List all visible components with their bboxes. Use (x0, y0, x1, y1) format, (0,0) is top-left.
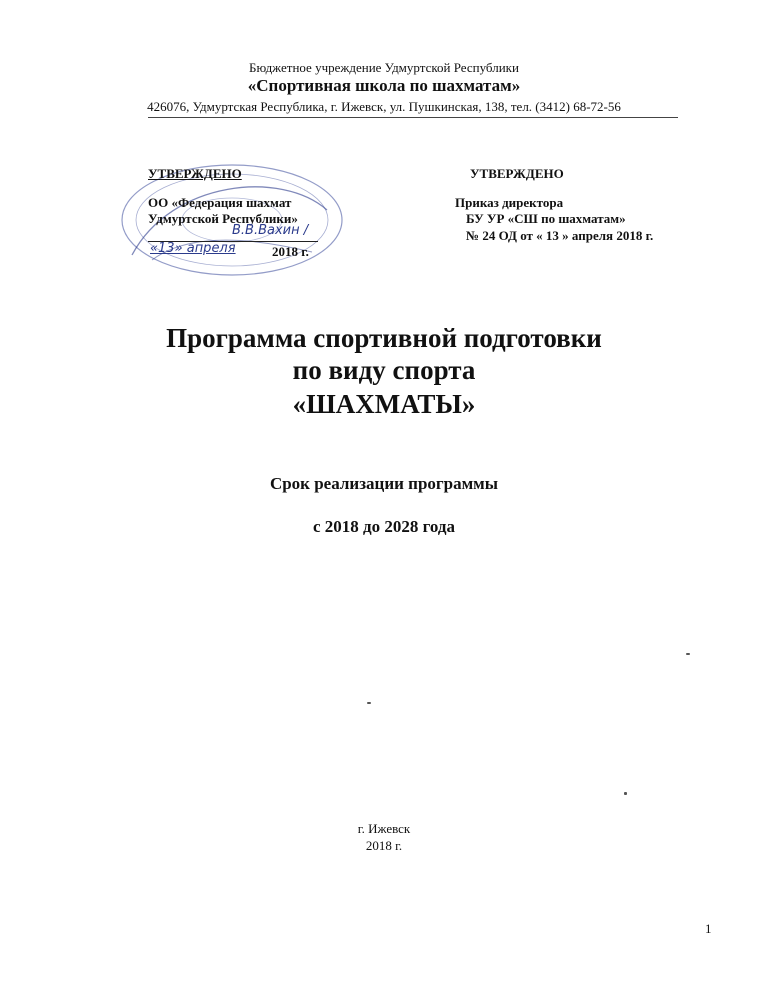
approval-left-heading: УТВЕРЖДЕНО (148, 166, 242, 181)
scan-speck (624, 792, 627, 795)
header-divider (148, 117, 678, 118)
approval-right-heading: УТВЕРЖДЕНО (470, 166, 564, 181)
approval-right-line2: БУ УР «СШ по шахматам» (466, 211, 626, 226)
approval-right-line3: № 24 ОД от « 13 » апреля 2018 г. (466, 228, 654, 243)
document-title-line3: «ШАХМАТЫ» (292, 389, 476, 419)
organization-type: Бюджетное учреждение Удмуртской Республики (249, 60, 519, 75)
approval-right-line1: Приказ директора (455, 195, 564, 210)
document-title-line1: Программа спортивной подготовки (166, 323, 602, 353)
scan-speck (686, 653, 690, 655)
city: г. Ижевск (357, 821, 411, 836)
handwritten-date: «13» апреля (150, 241, 236, 256)
organization-address: 426076, Удмуртская Республика, г. Ижевск, ул. Пушкинская, 138, тел. (3412) 68-72-56 (147, 99, 621, 114)
organization-name: «Спортивная школа по шахматам» (247, 76, 521, 95)
year: 2018 г. (365, 838, 403, 853)
approval-left-year: 2018 г. (272, 244, 309, 259)
approval-left-org-line2: Удмуртской Республики» (148, 211, 298, 226)
signature-name: В.В.Вахин / (232, 223, 309, 238)
term-label: Срок реализации программы (269, 474, 499, 493)
page-number: 1 (705, 921, 712, 936)
document-title-line2: по виду спорта (292, 355, 476, 385)
term-period: с 2018 до 2028 года (312, 517, 456, 536)
approval-left-org-line1: ОО «Федерация шахмат (148, 195, 292, 210)
scan-speck (367, 702, 371, 704)
